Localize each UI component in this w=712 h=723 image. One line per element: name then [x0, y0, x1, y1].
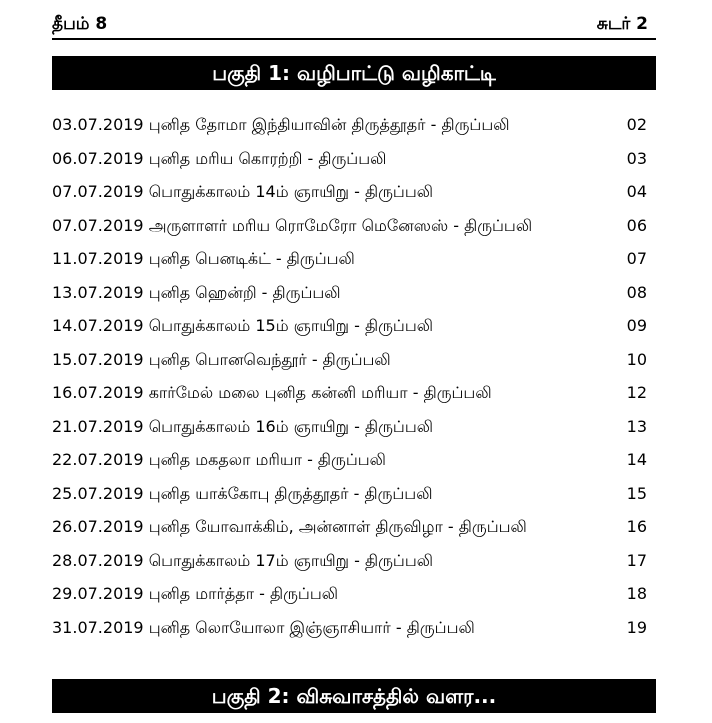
toc-page-number: 18 — [626, 584, 647, 603]
toc-entry — [52, 577, 656, 611]
toc-page-number: 07 — [626, 249, 647, 268]
toc-entry — [52, 510, 656, 544]
toc-page-number: 03 — [626, 148, 647, 168]
toc-page-number: 02 — [626, 115, 647, 134]
toc-entry-text: 13.07.2019 புனித ஹென்றி - திருப்பலி — [52, 282, 341, 302]
toc-page-number: 17 — [626, 550, 647, 570]
toc-entry-text: 07.07.2019 பொதுக்காலம் 14ம் ஞாயிறு - திருப்பலி — [52, 182, 434, 201]
section-1-title: பகுதி 1: வழிபாட்டு வழிகாட்டி — [52, 56, 656, 90]
toc-page-number: 12 — [626, 383, 647, 402]
page-header — [52, 12, 656, 40]
toc-entry — [52, 544, 656, 578]
toc-entry-text: 03.07.2019 புனித தோமா இந்தியாவின் திருத்தூதர் - திருப்பலி — [52, 115, 510, 134]
toc-entry — [52, 108, 656, 142]
table-of-contents — [52, 108, 656, 644]
toc-page-number: 09 — [626, 316, 647, 335]
section-2-title: பகுதி 2: விசுவாசத்தில் வளர... — [52, 679, 656, 713]
toc-entry-text: 14.07.2019 பொதுக்காலம் 15ம் ஞாயிறு - திருப்பலி — [52, 316, 434, 335]
toc-page-number: 15 — [626, 483, 647, 503]
toc-page-number: 14 — [626, 450, 647, 469]
toc-entry — [52, 477, 656, 511]
toc-entry — [52, 309, 656, 343]
toc-entry — [52, 175, 656, 209]
toc-page-number: 16 — [626, 517, 647, 536]
toc-entry-text: 21.07.2019 பொதுக்காலம் 16ம் ஞாயிறு - திருப்பலி — [52, 416, 434, 436]
toc-page-number: 13 — [626, 416, 647, 436]
toc-entry — [52, 242, 656, 276]
toc-page-number: 08 — [626, 282, 647, 302]
toc-entry — [52, 443, 656, 477]
toc-entry — [52, 376, 656, 410]
toc-entry-text: 11.07.2019 புனித பெனடிக்ட் - திருப்பலி — [52, 249, 355, 268]
toc-entry — [52, 343, 656, 377]
toc-entry-text: 26.07.2019 புனித யோவாக்கிம், அன்னாள் திருவிழா - திருப்பலி — [52, 517, 527, 536]
toc-entry-text: 29.07.2019 புனித மார்த்தா - திருப்பலி — [52, 584, 339, 603]
toc-entry-text: 25.07.2019 புனித யாக்கோபு திருத்தூதர் - திருப்பலி — [52, 483, 433, 503]
toc-page-number: 10 — [626, 349, 647, 369]
toc-entry — [52, 209, 656, 243]
toc-entry — [52, 276, 656, 310]
toc-entry — [52, 611, 656, 645]
toc-page-number: 06 — [626, 215, 647, 235]
issue-label: சுடர் 2 — [596, 14, 648, 34]
toc-entry — [52, 142, 656, 176]
toc-entry — [52, 410, 656, 444]
toc-entry-text: 16.07.2019 கார்மேல் மலை புனித கன்னி மரியா - திருப்பலி — [52, 383, 492, 402]
toc-page-number: 04 — [626, 182, 647, 201]
toc-entry-text: 22.07.2019 புனித மகதலா மரியா - திருப்பலி — [52, 450, 386, 469]
toc-entry-text: 28.07.2019 பொதுக்காலம் 17ம் ஞாயிறு - திருப்பலி — [52, 550, 434, 570]
toc-entry-text: 31.07.2019 புனித லொயோலா இஞ்ஞாசியார் - திருப்பலி — [52, 617, 475, 637]
toc-entry-text: 06.07.2019 புனித மரிய கொரற்றி - திருப்பலி — [52, 148, 387, 168]
volume-label: தீபம் 8 — [52, 14, 108, 34]
toc-page-number: 19 — [626, 617, 647, 637]
toc-entry-text: 15.07.2019 புனித பொனவெந்தூர் - திருப்பலி — [52, 349, 391, 369]
toc-entry-text: 07.07.2019 அருளாளர் மரிய ரொமேரோ மெனேஸஸ் - திருப்பலி — [52, 215, 533, 235]
